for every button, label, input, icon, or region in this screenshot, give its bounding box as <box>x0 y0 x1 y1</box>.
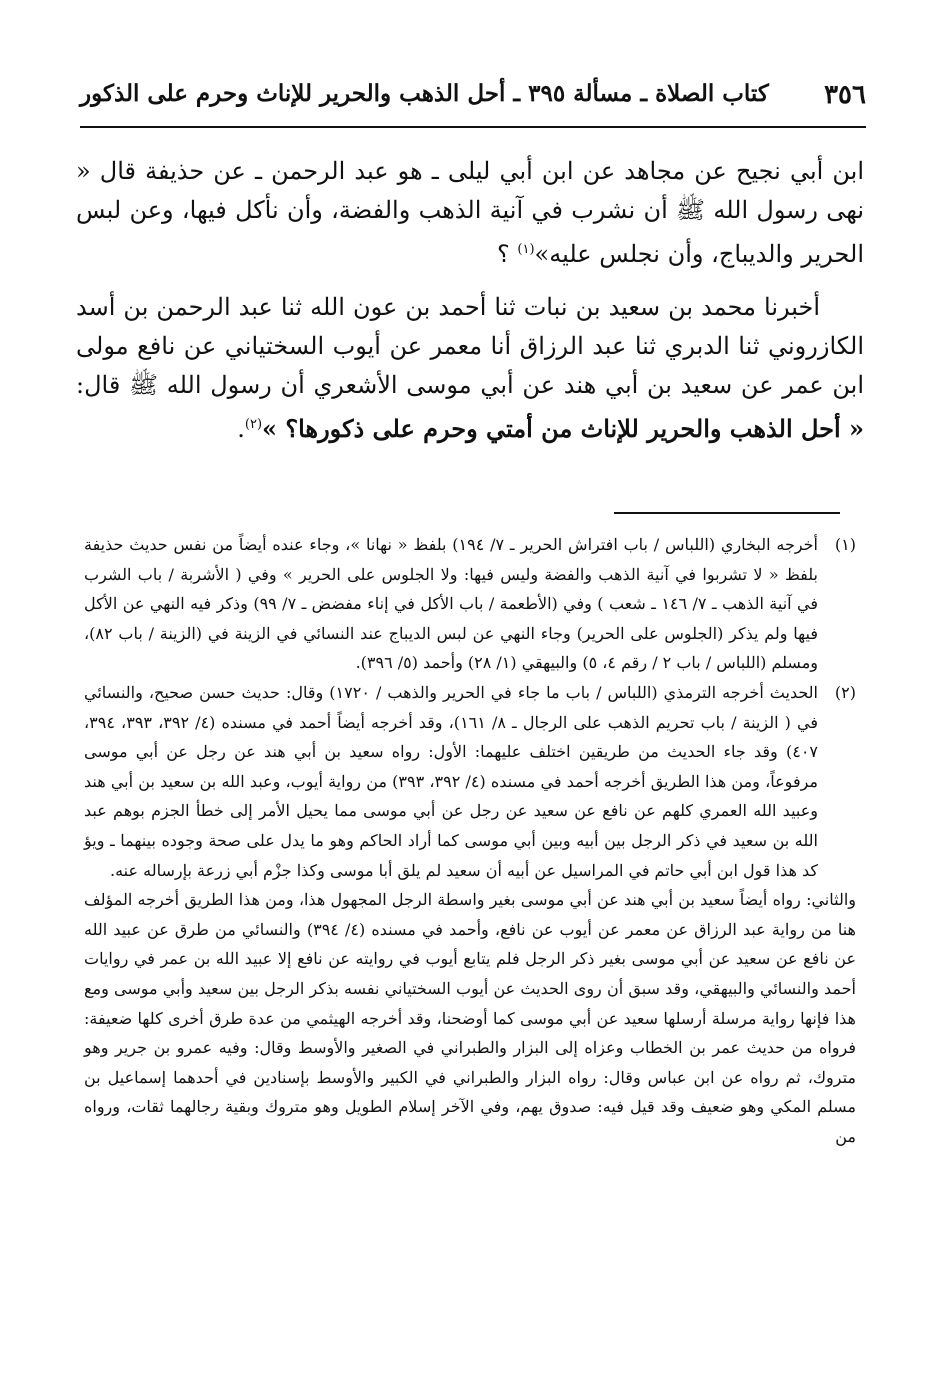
footnote-1-number: (١) <box>834 535 856 554</box>
footnote-ref-1[interactable]: (١) <box>517 242 535 257</box>
footnote-2-continuation: والثاني: رواه أيضاً سعيد بن أبي هند عن أبي موسى بغير واسطة الرجل المجهول هذا، ومن هذا الطريق أخرجه المؤلف هنا من رواية عبد الرزاق عن معمر عن أيوب عن نافع، وأحمد في مسنده (٤/ ٣٩٤) والنسائي من طرق عن عبيد الله عن نافع عن سعيد عن أبي موسى بغير ذكر الرجل فلم يتابع أيوب في روايته عن نافع إلا عبيد الله بن عمر في روايات أحمد والنسائي والبيهقي، وقد سبق أن روى الحديث عن أيوب السختياني نفسه بذكر الرجل بين سعيد وأبي موسى ومع هذا فإنها رواية مرسلة أرسلها سعيد عن أبي موسى كما أوضحنا، وقد أخرجه الهيثمي من عدة طرق أخرى كلها ضعيفة: فرواه من حديث عمر بن الخطاب وعزاه إلى البزار والطبراني في الصغير والأوسط وقال: وفيه عمرو بن جرير وهو متروك، ثم رواه عن ابن عباس وقال: رواه البزار والطبراني في الكبير والأوسط بإسنادين في أحدهما إسماعيل بن مسلم المكي وهو ضعيف وقد قيل فيه: صدوق يهم، وفي الآخر إسلام الطويل وهو متروك وبقية رجالهما ثقات، ورواه من <box>84 890 857 1146</box>
paragraph-1-text: ابن أبي نجيح عن مجاهد عن ابن أبي ليلى ـ هو عبد الرحمن ـ عن حذيفة قال « نهى رسول الله ﷺ أن نشرب في آنية الذهب والفضة، وأن نأكل فيها، وعن لبس الحرير والديباج، وأن نجلس عليه» <box>76 157 864 268</box>
page-header <box>80 74 866 128</box>
paragraph-2 <box>76 288 864 449</box>
page-number: ٣٥٦ <box>824 80 866 110</box>
footnote-2-text: الحديث أخرجه الترمذي (اللباس / باب ما جاء في الحرير والذهب / ١٧٢٠) وقال: حديث حسن صحيح، والنسائي في ( الزينة / باب تحريم الذهب على الرجال ـ ٨/ ١٦١)، وقد أخرجه أيضاً أحمد في مسنده (٤/ ٣٩٢، ٣٩٣، ٣٩٤، ٤٠٧) وقد جاء الحديث من طريقين اختلف عليهما: الأول: رواه سعيد بن أبي هند عن رجل عن أبي موسى مرفوعاً، ومن هذا الطريق أخرجه أحمد في مسنده (٤/ ٣٩٢، ٣٩٣) من رواية أيوب، وعبد الله بن سعيد بن أبي هند وعبيد الله العمري كلهم عن نافع عن سعيد عن رجل عن أبي موسى مما يحيل الأمر إلى خطأ الجزم بوهم عبد الله بن سعيد في ذكر الرجل بين أبيه وبين أبي موسى كما أراد الحاكم وهو ما يدل على صحة وجوده بينهما ـ ويؤ كد هذا قول ابن أبي حاتم في المراسيل عن أبيه أن سعيد لم يلق أبا موسى وكذا جزْم أبي زرعة بإرساله عنه. <box>84 682 819 880</box>
paragraph-1 <box>76 152 864 274</box>
main-text <box>76 152 864 463</box>
paragraph-2-end: . <box>237 415 245 443</box>
footnote-2 <box>84 678 856 885</box>
footnote-1-text: أخرجه البخاري (اللباس / باب افتراش الحرير ـ ٧/ ١٩٤) بلفظ « نهانا »، وجاء عنده أيضاً من نفس حديث حذيفة بلفظ « لا تشربوا في آنية الذهب والفضة وليس فيها: ولا الجلوس على الحرير » وفي ( الأشربة / باب الشرب في آنية الذهب ـ ٧/ ١٤٦ ـ شعب ) وفي (الأطعمة / باب الأكل في إناء مفضض ـ ٧/ ٩٩) وذكر فيه النهي عن الأكل فيها ولم يذكر (الجلوس على الحرير) وجاء النهي عن لبس الديباج عند النسائي في الزينة في (الزينة / باب ٨٢)، ومسلم (اللباس / باب ٢ / رقم ٤، ٥) والبيهقي (١/ ٢٨) وأحمد (٥/ ٣٩٦). <box>84 535 819 673</box>
footnote-separator <box>614 512 840 514</box>
footnote-1 <box>84 530 856 678</box>
running-title: كتاب الصلاة ـ مسألة ٣٩٥ ـ أحل الذهب والحرير للإناث وحرم على الذكور <box>80 80 769 107</box>
paragraph-2-text: أخبرنا محمد بن سعيد بن نبات ثنا أحمد بن عون الله ثنا عبد الرحمن بن أسد الكازروني ثنا الدبري ثنا عبد الرزاق أنا معمر عن أيوب السختياني عن نافع مولى ابن عمر عن سعيد بن أبي هند عن أبي موسى الأشعري أن رسول الله ﷺ قال: <box>76 293 864 399</box>
footnote-ref-2[interactable]: (٢) <box>244 417 263 432</box>
footnotes <box>84 530 856 1151</box>
paragraph-1-end: ؟ <box>497 240 518 268</box>
hadith-quote: « أحل الذهب والحرير للإناث من أمتي وحرم على ذكورها؟ » <box>262 414 864 443</box>
footnote-2-number: (٢) <box>834 682 856 702</box>
